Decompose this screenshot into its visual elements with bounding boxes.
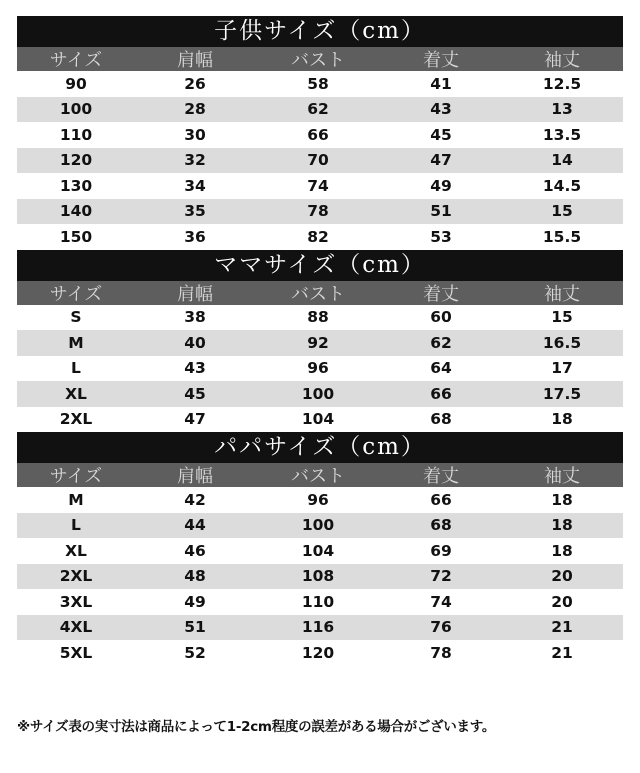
cell-size: M	[68, 333, 84, 352]
cell-bust: 66	[307, 125, 329, 144]
cell-size: 110	[59, 125, 93, 144]
table-header-row	[17, 463, 623, 487]
cell-shoulder: 40	[184, 333, 206, 352]
cell-size: 90	[65, 74, 87, 93]
cell-shoulder: 35	[184, 202, 206, 221]
cell-shoulder: 46	[184, 541, 206, 560]
cell-sleeve: 21	[551, 618, 573, 637]
cell-sleeve: 21	[551, 643, 573, 662]
cell-bust: 110	[301, 592, 335, 611]
cell-shoulder: 52	[184, 643, 206, 662]
header-bust: バスト	[291, 50, 345, 71]
cell-size: 130	[59, 176, 93, 195]
header-size: サイズ	[49, 50, 103, 71]
cell-shoulder: 43	[184, 359, 206, 378]
cell-bust: 120	[301, 643, 335, 662]
table-row	[17, 122, 623, 148]
cell-bust: 74	[307, 176, 329, 195]
cell-sleeve: 18	[551, 516, 573, 535]
cell-length: 49	[430, 176, 452, 195]
cell-bust: 70	[307, 151, 329, 170]
cell-length: 64	[430, 359, 452, 378]
cell-bust: 92	[307, 333, 329, 352]
cell-length: 43	[430, 100, 452, 119]
cell-size: 2XL	[59, 410, 93, 429]
cell-shoulder: 48	[184, 567, 206, 586]
cell-sleeve: 14	[551, 151, 573, 170]
cell-length: 72	[430, 567, 452, 586]
cell-sleeve: 13	[551, 100, 573, 119]
cell-shoulder: 34	[184, 176, 206, 195]
header-sleeve: 袖丈	[544, 50, 580, 71]
table-row	[17, 615, 623, 641]
cell-size: 120	[59, 151, 93, 170]
header-size: サイズ	[49, 466, 103, 487]
cell-size: M	[68, 490, 84, 509]
cell-length: 53	[430, 227, 452, 246]
papa-size-section	[17, 432, 623, 666]
cell-sleeve: 12.5	[542, 74, 582, 93]
cell-sleeve: 17	[551, 359, 573, 378]
cell-bust: 96	[307, 490, 329, 509]
cell-bust: 82	[307, 227, 329, 246]
section-title: 子供サイズ（cm）	[17, 16, 623, 47]
cell-sleeve: 14.5	[542, 176, 582, 195]
cell-bust: 58	[307, 74, 329, 93]
cell-shoulder: 26	[184, 74, 206, 93]
cell-sleeve: 18	[551, 490, 573, 509]
measurement-note: ※サイズ表の実寸法は商品によって1-2cm程度の誤差がある場合がございます。	[17, 719, 496, 735]
cell-bust: 104	[301, 541, 335, 560]
table-row	[17, 97, 623, 123]
table-row	[17, 487, 623, 513]
cell-shoulder: 45	[184, 384, 206, 403]
cell-length: 51	[430, 202, 452, 221]
header-length: 着丈	[423, 283, 459, 305]
cell-length: 66	[430, 490, 452, 509]
cell-bust: 88	[307, 308, 329, 327]
cell-bust: 104	[301, 410, 335, 429]
cell-bust: 62	[307, 100, 329, 119]
table-row	[17, 640, 623, 666]
cell-length: 69	[430, 541, 452, 560]
header-size: サイズ	[49, 283, 103, 305]
table-row	[17, 199, 623, 225]
cell-size: 2XL	[59, 567, 93, 586]
cell-size: L	[71, 359, 81, 378]
cell-length: 41	[430, 74, 452, 93]
cell-length: 45	[430, 125, 452, 144]
cell-size: 5XL	[59, 643, 93, 662]
table-row	[17, 71, 623, 97]
cell-sleeve: 13.5	[542, 125, 582, 144]
cell-bust: 100	[301, 516, 335, 535]
cell-shoulder: 49	[184, 592, 206, 611]
cell-shoulder: 38	[184, 308, 206, 327]
cell-size: 140	[59, 202, 93, 221]
cell-length: 60	[430, 308, 452, 327]
table-header-row	[17, 281, 623, 305]
table-row	[17, 224, 623, 250]
header-bust: バスト	[291, 283, 345, 305]
header-sleeve: 袖丈	[544, 283, 580, 305]
cell-size: 4XL	[59, 618, 93, 637]
cell-sleeve: 15.5	[542, 227, 582, 246]
cell-length: 47	[430, 151, 452, 170]
cell-size: 100	[59, 100, 93, 119]
cell-length: 68	[430, 516, 452, 535]
cell-sleeve: 18	[551, 541, 573, 560]
cell-sleeve: 17.5	[542, 384, 582, 403]
cell-bust: 96	[307, 359, 329, 378]
table-row	[17, 513, 623, 539]
cell-length: 62	[430, 333, 452, 352]
header-length: 着丈	[423, 466, 459, 487]
section-title: ママサイズ（cm）	[17, 250, 623, 281]
mama-size-section	[17, 250, 623, 433]
cell-sleeve: 15	[551, 202, 573, 221]
kids-size-section	[17, 16, 623, 250]
table-row	[17, 173, 623, 199]
cell-size: 150	[59, 227, 93, 246]
table-row	[17, 589, 623, 615]
cell-sleeve: 20	[551, 567, 573, 586]
table-row	[17, 564, 623, 590]
cell-size: S	[70, 308, 82, 327]
cell-bust: 100	[301, 384, 335, 403]
header-length: 着丈	[423, 50, 459, 71]
cell-length: 68	[430, 410, 452, 429]
table-row	[17, 407, 623, 433]
header-shoulder: 肩幅	[177, 50, 213, 71]
cell-length: 78	[430, 643, 452, 662]
cell-shoulder: 47	[184, 410, 206, 429]
table-row	[17, 330, 623, 356]
header-sleeve: 袖丈	[544, 466, 580, 487]
cell-length: 66	[430, 384, 452, 403]
cell-length: 74	[430, 592, 452, 611]
cell-sleeve: 18	[551, 410, 573, 429]
cell-sleeve: 20	[551, 592, 573, 611]
table-row	[17, 538, 623, 564]
cell-sleeve: 16.5	[542, 333, 582, 352]
cell-shoulder: 32	[184, 151, 206, 170]
cell-shoulder: 28	[184, 100, 206, 119]
cell-size: XL	[65, 384, 87, 403]
cell-size: L	[71, 516, 81, 535]
cell-shoulder: 36	[184, 227, 206, 246]
cell-shoulder: 51	[184, 618, 206, 637]
table-row	[17, 305, 623, 331]
cell-sleeve: 15	[551, 308, 573, 327]
cell-shoulder: 42	[184, 490, 206, 509]
cell-size: XL	[65, 541, 87, 560]
section-title: パパサイズ（cm）	[17, 432, 623, 463]
cell-length: 76	[430, 618, 452, 637]
header-bust: バスト	[291, 466, 345, 487]
cell-bust: 108	[301, 567, 335, 586]
table-row	[17, 148, 623, 174]
table-header-row	[17, 47, 623, 71]
cell-shoulder: 44	[184, 516, 206, 535]
cell-bust: 78	[307, 202, 329, 221]
table-row	[17, 356, 623, 382]
cell-size: 3XL	[59, 592, 93, 611]
header-shoulder: 肩幅	[177, 283, 213, 305]
table-row	[17, 381, 623, 407]
cell-bust: 116	[301, 618, 335, 637]
header-shoulder: 肩幅	[177, 466, 213, 487]
size-chart	[17, 16, 623, 666]
cell-shoulder: 30	[184, 125, 206, 144]
